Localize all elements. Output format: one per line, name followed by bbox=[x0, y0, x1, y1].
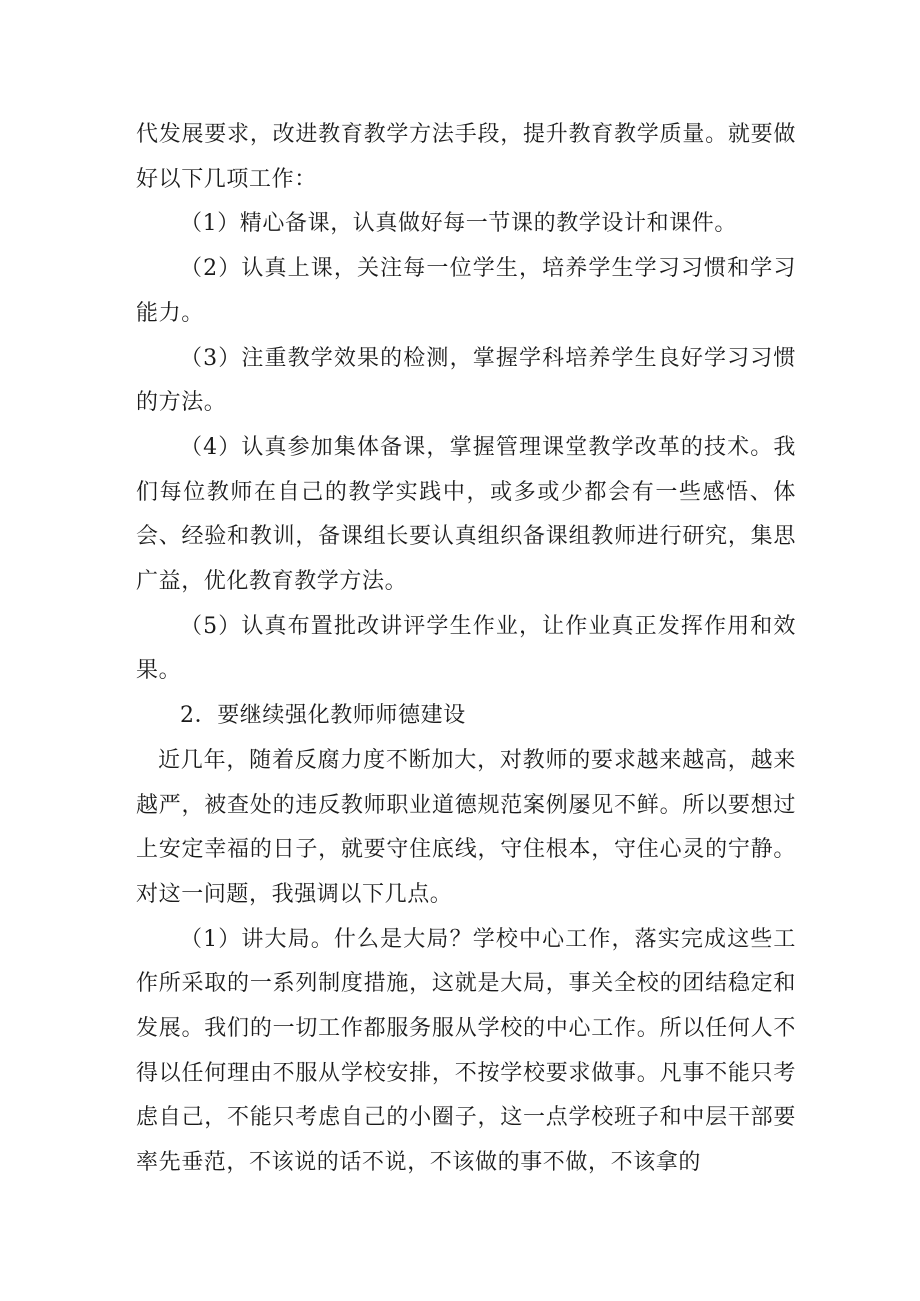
paragraph-item-2: （2）认真上课，关注每一位学生，培养学生学习习惯和学习能力。 bbox=[136, 256, 796, 326]
paragraph-point-1: （1）讲大局。什么是大局？学校中心工作，落实完成这些工作所采取的一系列制度措施，这就是大局，事关全校的团结稳定和发展。我们的一切工作都服务服从学校的中心工作。所以任何人不得以任何理由不服从学校安排，不按学校要求做事。凡事不能只考虑自己，不能只考虑自己的小圈子，这一点学校班子和中层干部要率先垂范，不该说的话不说，不该做的事不做，不该拿的 bbox=[136, 926, 796, 1176]
paragraph-item-5: （5）认真布置批改讲评学生作业，让作业真正发挥作用和效果。 bbox=[136, 613, 796, 684]
document-body bbox=[136, 113, 796, 1186]
paragraph-section-body: 近几年，随着反腐力度不断加大，对教师的要求越来越高，越来越严，被查处的违反教师职业道德规范案例屡见不鲜。所以要想过上安定幸福的日子，就要守住底线，守住根本，守住心灵的宁静。对这一问题，我强调以下几点。 bbox=[136, 747, 796, 907]
section-heading: 2．要继续强化教师师德建设 bbox=[180, 703, 466, 729]
paragraph-item-3: （3）注重教学效果的检测，掌握学科培养学生良好学习习惯的方法。 bbox=[136, 345, 796, 416]
paragraph-intro: 代发展要求，改进教育教学方法手段，提升教育教学质量。就要做好以下几项工作： bbox=[136, 122, 796, 192]
paragraph-item-4: （4）认真参加集体备课，掌握管理课堂教学改革的技术。我们每位教师在自己的教学实践中，或多或少都会有一些感悟、体会、经验和教训，备课组长要认真组织备课组教师进行研究，集思广益，优化教育教学方法。 bbox=[136, 434, 796, 595]
paragraph-item-1: （1）精心备课，认真做好每一节课的教学设计和课件。 bbox=[180, 211, 737, 237]
